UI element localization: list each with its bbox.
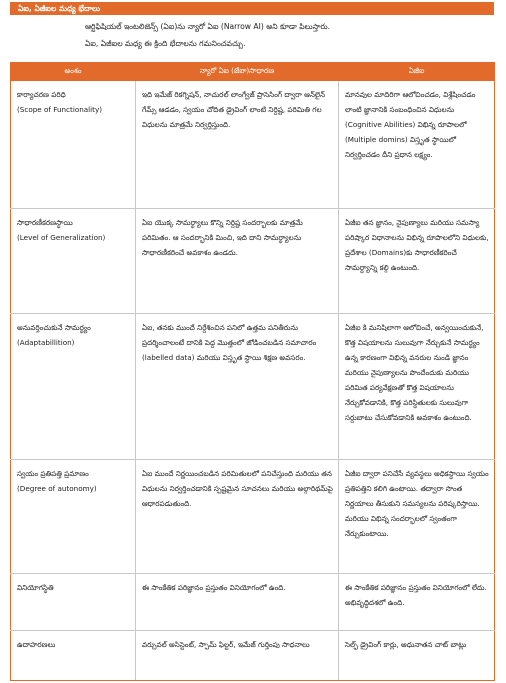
table-row	[11, 460, 495, 574]
aspect-text: సాధారణీకరణస్థాయి (Level of Generalization)	[17, 218, 106, 242]
ai-cell	[136, 314, 339, 460]
intro-line-1: ఆర్టిఫిషియల్ ఇంటలిజెన్స్ (ఏఐ)ను న్యారో ఏఐ (Narrow AI) అని కూడా పిలుస్తారు.	[85, 22, 331, 31]
ai-text: వర్చువల్ అసిస్టెంట్, స్పామ్ ఫిల్టర్, ఇమేజ్ గుర్తింపు సాధనాలు	[142, 640, 310, 649]
ai-cell	[136, 631, 339, 681]
header-narrow-ai: న్యారో ఏఐ (జేఐా)సాధారణ	[136, 63, 339, 81]
agi-text: ఏజీఐ కి మనిషిలాగా ఆలోచించే, అన్వయించుకునే, కొత్త విషయాలను సులువుగా నేర్చుకునే సామర్థ్యం ఉన్న కారణంగా విభిన్న వనరుల నుండి జ్ఞానం మరియు నైపుణ్యాలను పొందేందుకు మరియు పరిమిత పర్యవేక్షణతో కొత్త విషయాలను నేర్చుకోవడానికి, కొత్త పరిస్థితులకు సులువుగా సర్దుబాటు చేసుకోవడానికి అవకాశం ఉంటుంది.	[345, 323, 486, 422]
aspect-text: కార్యాచరణ పరిధి (Scope of Functionality)	[17, 90, 103, 114]
header-aspect: అంశం	[11, 63, 136, 81]
ai-cell	[136, 81, 339, 209]
aspect-text: వినియోగస్థితి	[17, 583, 54, 592]
aspect-text: అనువర్తించుకునే సామర్థ్యం (Adaptabillition)	[17, 323, 91, 347]
ai-text: ఏఐ యొక్క సామర్థ్యాలు కొన్ని నిర్దిష్ట సందర్భాలకు మాత్రమే పరిమితం. ఆ సందర్భానికి మించి, ఇది దాని సామర్థ్యాలను సాధారణీకరించే అవకాశం ఉండదు.	[142, 218, 306, 257]
table-row	[11, 81, 495, 209]
agi-text: ఈ సాంకేతిక పరిజ్ఞానం ప్రస్తుతం వినియోగంలో లేదు. అభివృద్ధిదశలో ఉంది.	[345, 583, 490, 607]
table-row	[11, 314, 495, 460]
agi-text: ఏజీఐ తన జ్ఞానం, నైపుణ్యాలు మరియు సమస్యా పరిష్కార విధానాలను విభిన్న రూపాలలోని విధులకు, ప్రదేశాల (Domains)కు సాధారణీకరించే సామర్థ్యాన్ని కల్గి ఉంటుంది.	[345, 218, 491, 272]
intro-line-2: ఏఐ, ఏజీఐల మధ్య ఈ క్రింది భేదాలను గమనించవచ్చు.	[85, 39, 246, 48]
ai-text: ఏఐ, తనకు ముందే నిర్దేశించిన పనిలో ఉత్తమ పనితీరును ప్రదర్శించాలంటే దానికి పెద్ద మొత్తంలో జోడించబడిన సమాచారం (labelled data) మరియు విస్తృత స్థాయి శిక్షణ అవసరం.	[142, 323, 319, 362]
ai-cell	[136, 460, 339, 574]
table-row	[11, 574, 495, 631]
table-header-row	[11, 63, 495, 81]
agi-cell	[339, 81, 495, 209]
aspect-cell	[11, 209, 136, 314]
agi-text: మానవుల మాదిరిగా ఆలోచించడం, విశ్లేషించడం లాంటి జ్ఞానానికి సంబంధించిన విధులను (Cognitive Abilities) విభిన్న రూపాలలో (Multiple domins) విస్తృత స్థాయిలో నిర్వర్తించడం దీని ప్రధాన లక్ష్యం.	[345, 90, 478, 159]
agi-cell	[339, 460, 495, 574]
ai-text: ఇది ఇమేజ్ రికగ్నిషన్, నాచురల్ లాంగ్వేజ్ ప్రాసెసింగ్ ద్వారా ఆన్‌లైన్ గేమ్స్ ఆడడం, స్వయం చోదిత డ్రైవింగ్ లాంటి నిర్దిష్ట, పరిమితి గల విధులను మాత్రమే నిర్వర్తిస్తుంది.	[142, 90, 328, 129]
ai-text: ఏఐ ముందే నిర్ణయించబడిన పరిమితులలో పనిచేస్తుంది మరియు తన విధులను నిర్వర్తించడానికి స్పష్టమైన సూచనలు మరియు అల్గారిథమ్‌పై ఆధారపడుతుంది.	[142, 469, 336, 508]
section-title: ఏఐ, ఏజీఐల మధ్య భేదాలు	[10, 2, 494, 15]
agi-cell	[339, 574, 495, 631]
table-row	[11, 209, 495, 314]
aspect-cell	[11, 631, 136, 681]
aspect-text: స్వయం ప్రతిపత్తి ప్రమాణం (Degree of autonomy)	[17, 469, 97, 493]
agi-cell	[339, 209, 495, 314]
agi-cell	[339, 631, 495, 681]
agi-text: ఏజీఐ ద్వారా పనిచేసే వ్యవస్థలు అధికస్థాయి స్వయం ప్రతిపత్తిని కలిగి ఉంటాయి. తద్వారా సొంత నిర్ణయాలు తీసుకుని సమస్యలను పరిష్కరిస్తాయి. మరియు విభిన్న సందర్భాలలో స్వంతంగా నేర్చుకుంటాయి.	[345, 469, 491, 538]
table-row	[11, 631, 495, 681]
aspect-cell	[11, 314, 136, 460]
agi-text: సెల్ఫ్ డ్రైవింగ్ కార్లు, అధునాతన చాట్ బాట్లు	[345, 640, 467, 649]
aspect-cell	[11, 81, 136, 209]
ai-cell	[136, 574, 339, 631]
agi-cell	[339, 314, 495, 460]
comparison-table	[10, 62, 495, 681]
aspect-cell	[11, 574, 136, 631]
aspect-text: ఉదాహరణలు	[17, 640, 56, 649]
ai-cell	[136, 209, 339, 314]
header-agi: ఏజీఐ	[339, 63, 495, 81]
ai-text: ఈ సాంకేతిక పరిజ్ఞానం ప్రస్తుతం వినియోగంలో ఉంది.	[142, 583, 286, 592]
aspect-cell	[11, 460, 136, 574]
